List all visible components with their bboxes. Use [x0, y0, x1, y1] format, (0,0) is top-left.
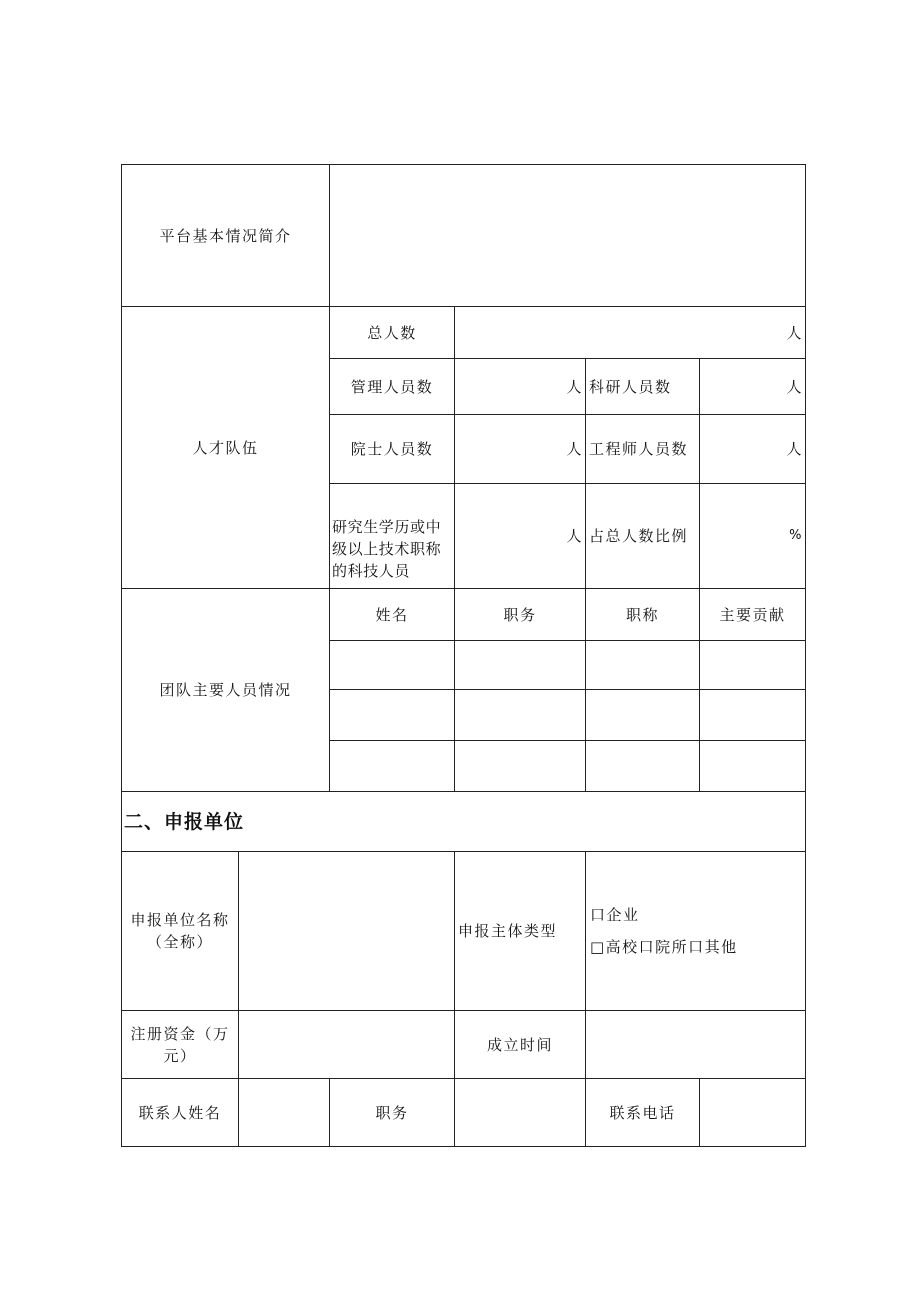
total-count-unit[interactable]: 人 [786, 323, 803, 342]
entity-type-options[interactable] [586, 852, 805, 1010]
research-count-label: 科研人员数 [589, 377, 672, 396]
table-line [805, 164, 806, 1147]
capital-field[interactable] [239, 1011, 454, 1078]
contact-position-field[interactable] [455, 1079, 585, 1146]
capital-label: 注册资金（万元） [130, 1024, 230, 1065]
contact-name-field[interactable] [239, 1079, 329, 1146]
grad-staff-label: 研究生学历或中级以上技术职称的科技人员 [332, 518, 442, 580]
contact-name-label: 联系人姓名 [138, 1103, 222, 1122]
research-count-unit[interactable]: 人 [786, 377, 803, 396]
engineer-count-label: 工程师人员数 [589, 440, 689, 458]
section-title: 二、申报单位 [124, 810, 245, 833]
contact-phone-label: 联系电话 [609, 1103, 676, 1122]
platform-intro-field[interactable] [330, 165, 805, 306]
entity-type-label: 申报主体类型 [458, 922, 558, 940]
engineer-count-unit[interactable]: 人 [786, 440, 803, 458]
mgmt-count-label: 管理人员数 [350, 377, 434, 396]
platform-intro-label: 平台基本情况简介 [159, 226, 292, 245]
col-name-header: 姓名 [375, 605, 409, 624]
col-position-header: 职务 [503, 605, 537, 624]
table-row[interactable] [330, 641, 805, 689]
team-label: 团队主要人员情况 [159, 681, 292, 699]
table-row[interactable] [330, 741, 805, 791]
contact-phone-field[interactable] [700, 1079, 805, 1146]
contact-position-label: 职务 [375, 1103, 409, 1122]
entity-type-option-others[interactable]: □高校口院所口其他 [590, 938, 738, 956]
academician-count-unit[interactable]: 人 [566, 440, 583, 458]
unit-name-label: 申报单位名称（全称） [130, 911, 230, 951]
grad-staff-unit[interactable]: 人 [566, 527, 583, 545]
ratio-unit[interactable]: % [789, 528, 803, 543]
unit-name-field[interactable] [239, 852, 454, 1010]
total-count-label: 总人数 [367, 323, 417, 342]
founded-field[interactable] [586, 1011, 805, 1078]
col-title-header: 职称 [625, 605, 659, 624]
table-line [121, 1146, 806, 1147]
academician-count-label: 院士人员数 [350, 440, 434, 458]
entity-type-option-enterprise[interactable]: 口企业 [590, 906, 640, 924]
table-row[interactable] [330, 690, 805, 740]
mgmt-count-unit[interactable]: 人 [566, 377, 583, 396]
talent-label: 人才队伍 [192, 438, 259, 457]
ratio-label: 占总人数比例 [589, 527, 689, 545]
founded-label: 成立时间 [486, 1035, 553, 1054]
col-contribution-header: 主要贡献 [719, 605, 786, 624]
